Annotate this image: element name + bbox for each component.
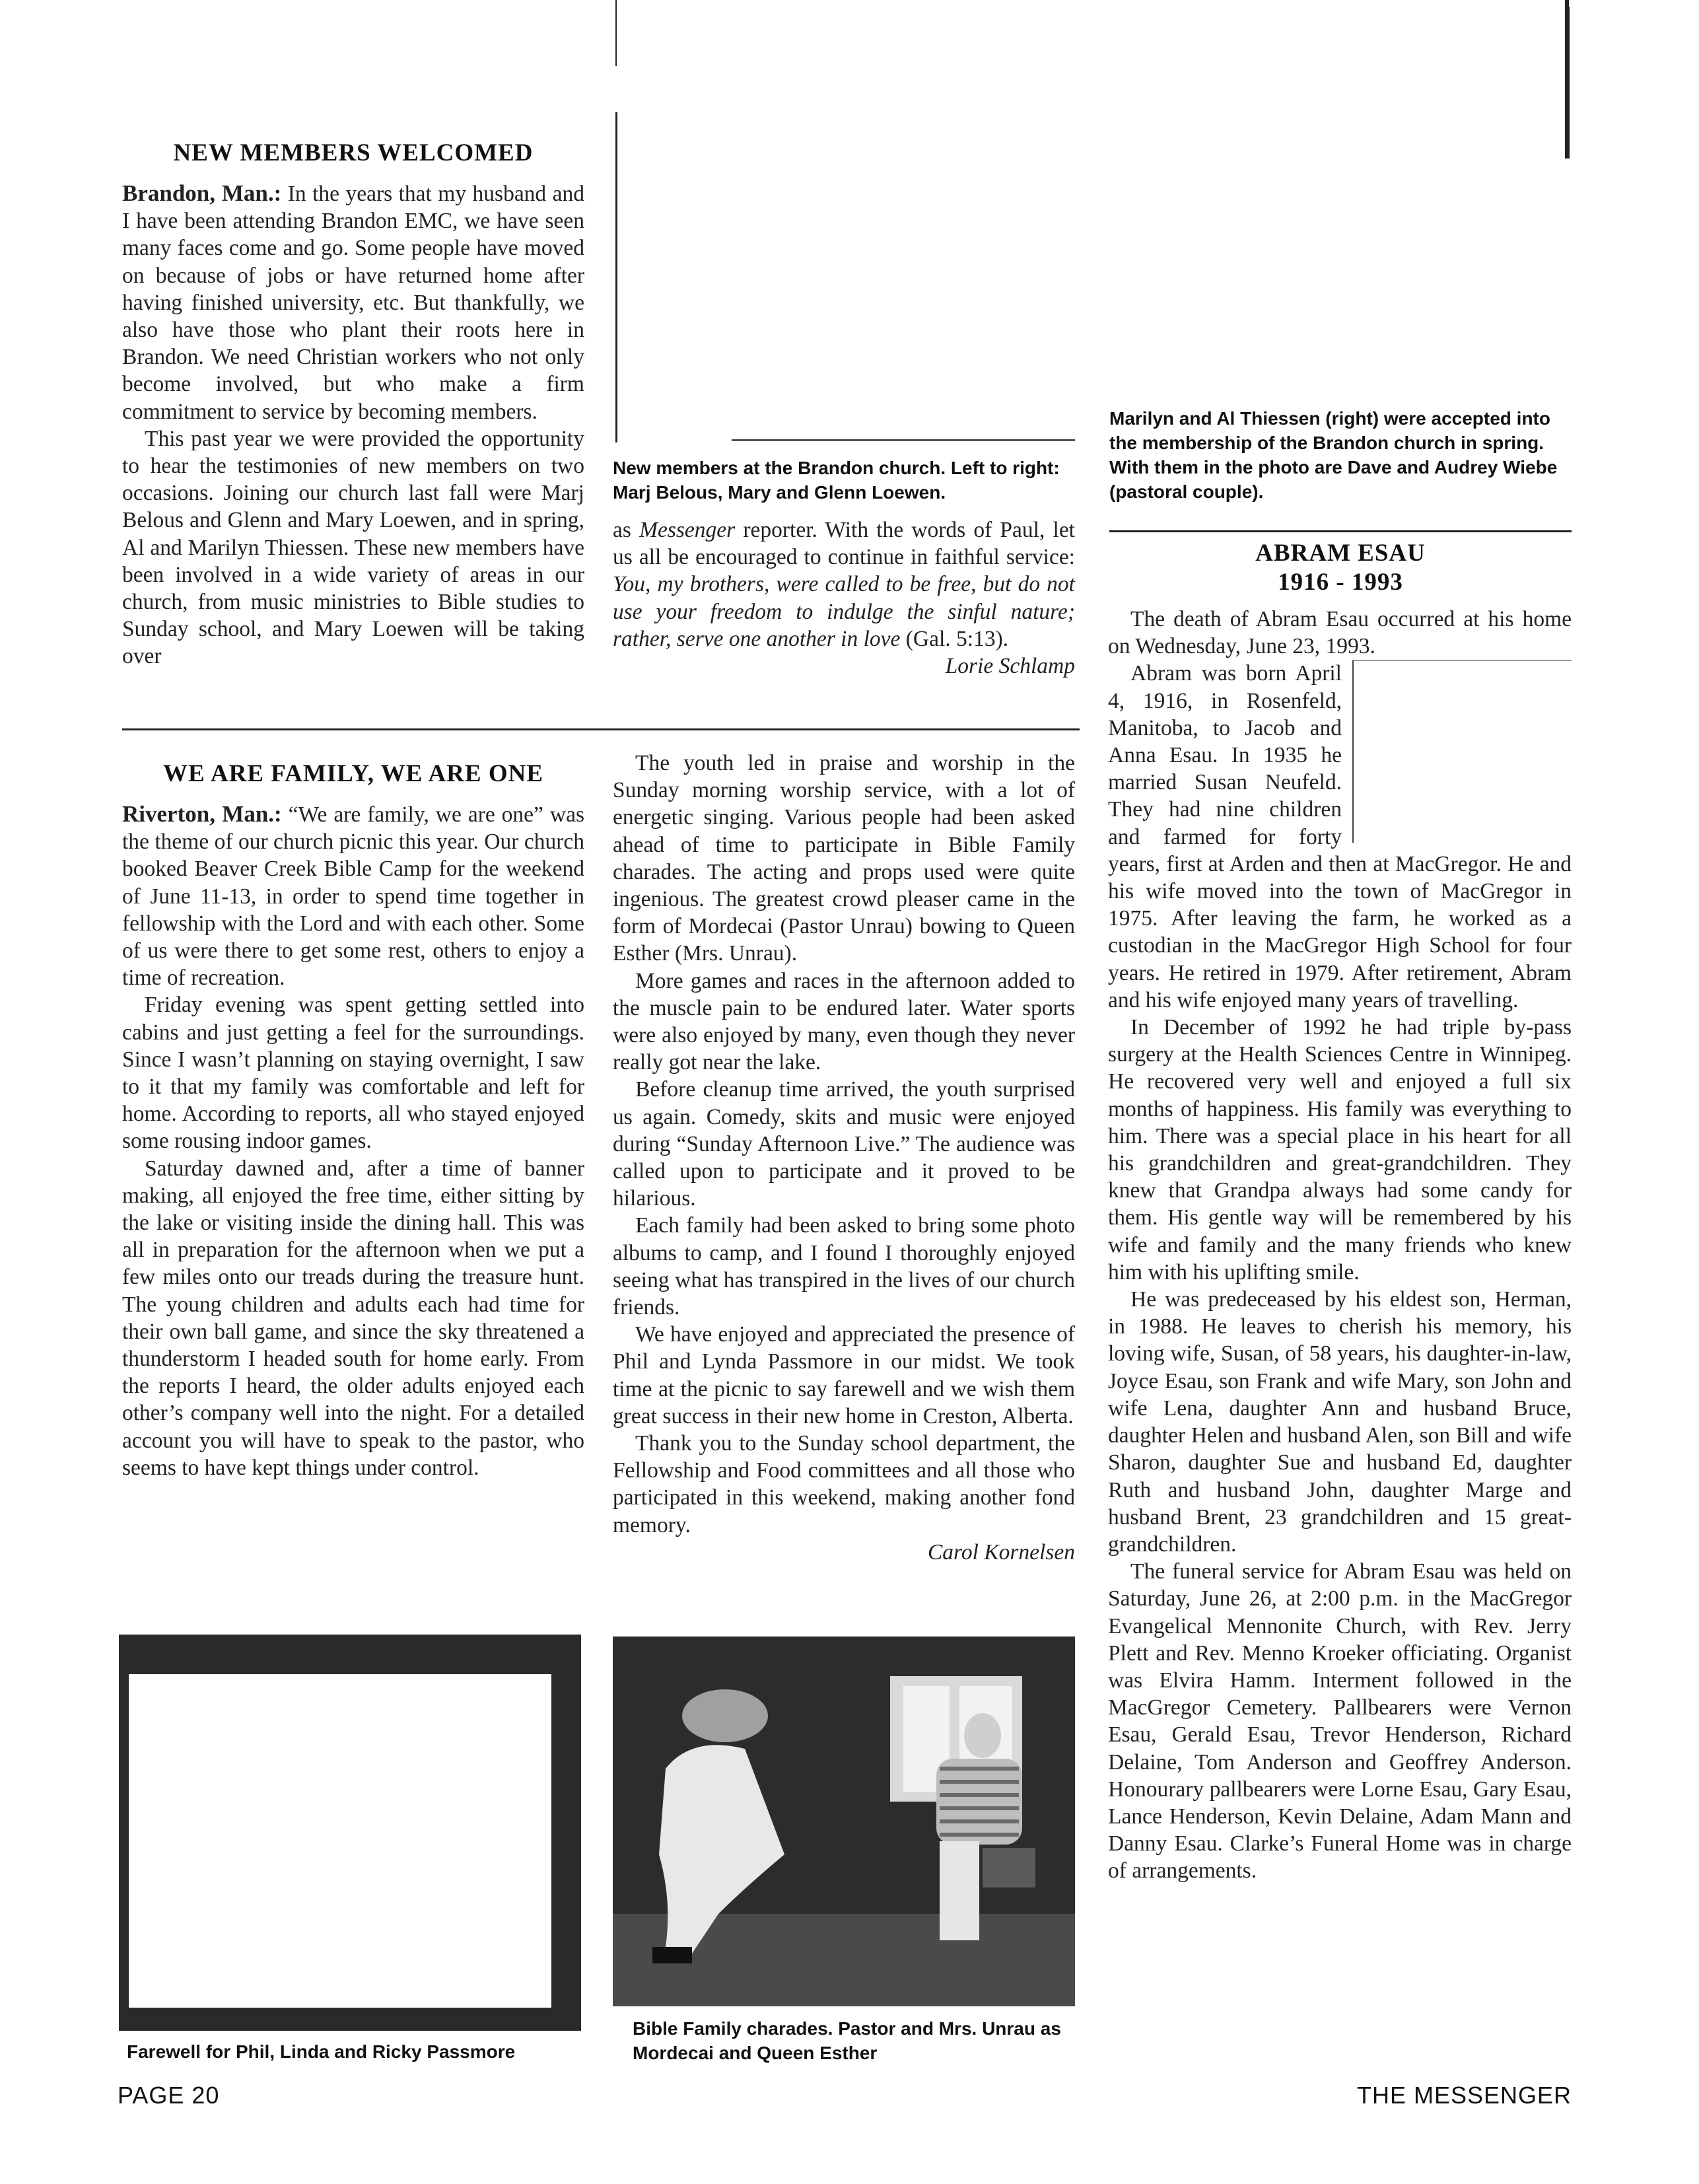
article-paragraph: He was predeceased by his eldest son, Herman, in 1988. He leaves to cherish his memory, his loving wife, Susan, of 58 years, his daughter-in-law, Joyce Esau, son Frank and wife Mary, son John and wife Lena, daughter Ann and husband Bruce, daughter Helen and husband Alen, son Bill and wife Sharon, daughter Sue and husband Ed, daughter Ruth and husband John, daughter Marge and husband Brent, 23 grandchildren and 15 great-grandchildren. [1108, 1287, 1572, 1557]
bible-verse: You, my brothers, were called to be free, but do not use your freedom to indulge the sinful nature; rather, serve one another in love [613, 572, 1075, 651]
article-paragraph: Before cleanup time arrived, the youth surprised us again. Comedy, skits and music were enjoyed during “Sunday Afternoon Live.” The audience was called upon to participate and it proved to be hilarious. [613, 1077, 1075, 1211]
article-paragraph: In December of 1992 he had triple by-pass surgery at the Health Sciences Centre in Winnipeg. He recovered very well and enjoyed a full six months of happiness. His family was everything to him. There was a special place in his heart for all his grandchildren and great-grandchildren. They knew that Grandpa always had some candy for them. His gentle way will be remembered by his wife and family and the many friends who knew him with his uplifting smile. [1108, 1015, 1572, 1285]
publication-title: THE MESSENGER [1356, 2082, 1572, 2109]
photo-edge-top [615, 0, 617, 66]
divider-right-top [1109, 530, 1572, 532]
article-paragraph: We have enjoyed and appreciated the presence of Phil and Lynda Passmore in our midst. We took time at the picnic to say farewell and we wish them great success in their new home in Creston, Alberta. [613, 1322, 1075, 1428]
author-signature: Lorie Schlamp [945, 654, 1075, 679]
headline-new-members: NEW MEMBERS WELCOMED [173, 139, 534, 166]
verse-reference: (Gal. 5:13). [900, 626, 1009, 651]
article-abram-esau [1108, 606, 1572, 1885]
paragraph-text: as [613, 518, 640, 542]
caption-farewell: Farewell for Phil, Linda and Ricky Passmore [127, 2041, 516, 2062]
headline-we-are-family: WE ARE FAMILY, WE ARE ONE [162, 760, 544, 787]
scan-edge-right [1565, 0, 1569, 159]
article-paragraph: Abram was born April 4, 1916, in Rosenfeld, Manitoba, to Jacob and Anna Esau. In 1935 he married Susan Neufeld. They had nine children and farmed for forty years, first at Arden and then at MacGregor. He and his wife moved into the town of MacGregor in 1975. After leaving the farm, he worked as a custodian in the MacGregor High School for four years. He retired in 1979. After retirement, Abram and his wife enjoyed many years of travelling. [1108, 661, 1572, 1012]
dateline-brandon: Brandon, Man.: [122, 180, 282, 206]
caption-charades: Bible Family charades. Pastor and Mrs. Unrau as Mordecai and Queen Esther [633, 2018, 1061, 2063]
photo-thiessen-wiebe [1109, 0, 1572, 396]
divider-horizontal [122, 728, 1080, 730]
obituary-years: 1916 - 1993 [1278, 569, 1403, 596]
article-family-col1 [122, 800, 584, 1481]
page-number: PAGE 20 [118, 2082, 220, 2109]
photo-new-members-brandon [613, 0, 1075, 439]
article-paragraph: Each family had been asked to bring some photo albums to camp, and I found I thoroughly enjoyed seeing what has transpired in the lives of our church friends. [613, 1213, 1075, 1320]
photo-bible-charades [613, 1637, 1075, 2006]
article-new-members-col1 [122, 180, 584, 670]
obituary-name: ABRAM ESAU [1255, 540, 1426, 567]
paragraph-text: In the years that my husband and I have been attending Brandon EMC, we have seen many faces come and go. Some people have moved on because of jobs or have returned home after having finished university, etc. But thankfully, we also have those who plant their roots here in Brandon. We need Christian workers who not only become involved, but who make a firm commitment to service by becoming members. [122, 182, 585, 424]
photo-blank-area [129, 1674, 551, 2008]
article-paragraph: The funeral service for Abram Esau was held on Saturday, June 26, at 2:00 p.m. in the MacGregor Evangelical Mennonite Church, with Rev. Jerry Plett and Rev. Menno Kroeker officiating. Organist was Elvira Hamm. Interment followed in the MacGregor Cemetery. Pallbearers were Vernon Esau, Gerald Esau, Trevor Henderson, Richard Delaine, Tom Anderson and Geoffrey Anderson. Honourary pallbearers were Lorne Esau, Gary Esau, Lance Henderson, Kevin Delaine, Adam Mann and Danny Esau. Clarke’s Funeral Home was in charge of arrangements. [1108, 1559, 1572, 1884]
article-paragraph: More games and races in the afternoon added to the muscle pain to be endured later. Water sports were also enjoyed by many, even though they never really got near the lake. [613, 968, 1075, 1075]
article-paragraph: This past year we were provided the opportunity to hear the testimonies of new members on two occasions. Joining our church last fall were Marj Belous and Glenn and Mary Loewen, and in spring, Al and Marilyn Thiessen. These new members have been involved in a wide variety of areas in our church, from music ministries to Bible studies to Sunday school, and Mary Loewen will be taking over [122, 426, 584, 669]
article-family-col2 [613, 750, 1075, 1566]
paragraph-text: reporter. With the words of Paul, let us all be encouraged to continue in faithful service: [613, 518, 1075, 570]
photo-abram-esau [1352, 660, 1572, 843]
article-paragraph: The death of Abram Esau occurred at his home on Wednesday, June 23, 1993. [1108, 607, 1572, 659]
author-signature: Carol Kornelsen [927, 1539, 1075, 1565]
article-paragraph: The youth led in praise and worship in the Sunday morning worship service, with a lot of energetic singing. Various people had been asked ahead of time to participate in Bible Family charades. The acting and props used were quite ingenious. The greatest crowd pleaser came in the form of Mordecai (Pastor Unrau) bowing to Queen Esther (Mrs. Unrau). [613, 751, 1075, 966]
photo-edge-bottom [732, 439, 1075, 441]
article-paragraph [122, 180, 584, 425]
dateline-riverton: Riverton, Man.: [122, 801, 282, 827]
headline-abram-esau [1109, 539, 1572, 597]
caption-new-members: New members at the Brandon church. Left to right: Marj Belous, Mary and Glenn Loewen. [613, 458, 1060, 503]
article-paragraph: Friday evening was spent getting settled into cabins and just getting a feel for the surroundings. Since I wasn’t planning on staying overnight, I saw to it that my family was comfortable and left for home. According to reports, all who stayed enjoyed some rousing indoor games. [122, 993, 584, 1154]
article-new-members-col2 [613, 516, 1075, 680]
photo-farewell-passmore [119, 1635, 581, 2031]
article-paragraph: Thank you to the Sunday school department, the Fellowship and Food committees and all those who participated in this weekend, making another fond memory. [613, 1431, 1075, 1537]
caption-thiessen: Marilyn and Al Thiessen (right) were accepted into the membership of the Brandon church in spring. With them in the photo are Dave and Audrey Wiebe (pastoral couple). [1109, 408, 1558, 502]
article-paragraph: Saturday dawned and, after a time of banner making, all enjoyed the free time, either sitting by the lake or visiting inside the dining hall. This was all in preparation for the afternoon when we put a few miles onto our treads during the treasure hunt. The young children and adults each had time for their own ball game, and since the sky threatened a thunderstorm I headed south for home early. From the reports I heard, the older adults enjoyed each other’s company well into the night. For a detailed account you will have to speak to the pastor, who seems to have kept things under control. [122, 1156, 584, 1480]
photo-edge-left [615, 112, 617, 442]
article-paragraph [122, 800, 584, 991]
article-paragraph [613, 516, 1075, 652]
paragraph-text: “We are family, we are one” was the theme of our church picnic this year. Our church booked Beaver Creek Bible Camp for the weekend of June 11-13, in order to spend time together in fellowship with the Lord and with each other. Some of us were there to get some rest, others to enjoy a time of recreation. [122, 802, 584, 991]
publication-name: Messenger [639, 518, 736, 542]
